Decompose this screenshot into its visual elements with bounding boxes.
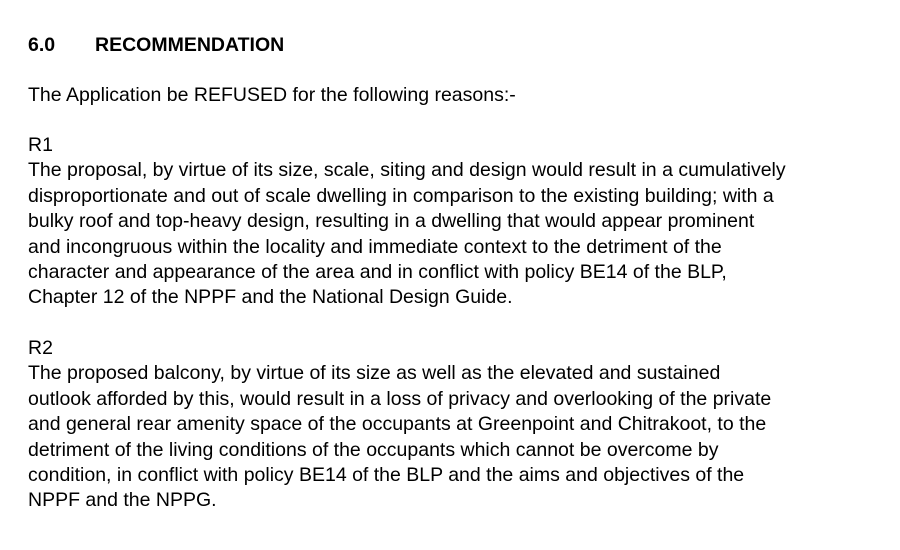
reason-r1 <box>28 133 786 311</box>
reason-text-line: and incongruous within the locality and immediate context to the detriment of the <box>28 235 722 258</box>
reason-text-line: outlook afforded by this, would result in a loss of privacy and overlooking of the private <box>28 387 772 410</box>
reason-text-line: and general rear amenity space of the occupants at Greenpoint and Chitrakoot, to the <box>28 413 767 436</box>
intro-paragraph: The Application be REFUSED for the following reasons:- <box>28 84 516 106</box>
reason-text-line: bulky roof and top-heavy design, resulting in a dwelling that would appear prominent <box>28 210 755 233</box>
reason-text-line: detriment of the living conditions of the occupants which cannot be overcome by <box>28 438 719 461</box>
reason-label: R1 <box>28 134 53 156</box>
section-title: RECOMMENDATION <box>95 34 285 56</box>
reason-text-line: The proposal, by virtue of its size, scale, siting and design would result in a cumulatively <box>28 159 786 182</box>
section-number: 6.0 <box>28 34 56 56</box>
section-heading <box>28 33 284 57</box>
reason-label: R2 <box>28 337 53 359</box>
reason-text-line: disproportionate and out of scale dwelling in comparison to the existing building; with a <box>28 184 774 207</box>
reason-text-line: NPPF and the NPPG. <box>28 489 217 512</box>
reason-r2 <box>28 336 771 514</box>
reason-text-line: condition, in conflict with policy BE14 of the BLP and the aims and objectives of the <box>28 464 745 487</box>
reason-text-line: The proposed balcony, by virtue of its size as well as the elevated and sustained <box>28 362 721 385</box>
reason-text-line: character and appearance of the area and in conflict with policy BE14 of the BLP, <box>28 261 727 284</box>
reason-text-line: Chapter 12 of the NPPF and the National Design Guide. <box>28 286 513 309</box>
